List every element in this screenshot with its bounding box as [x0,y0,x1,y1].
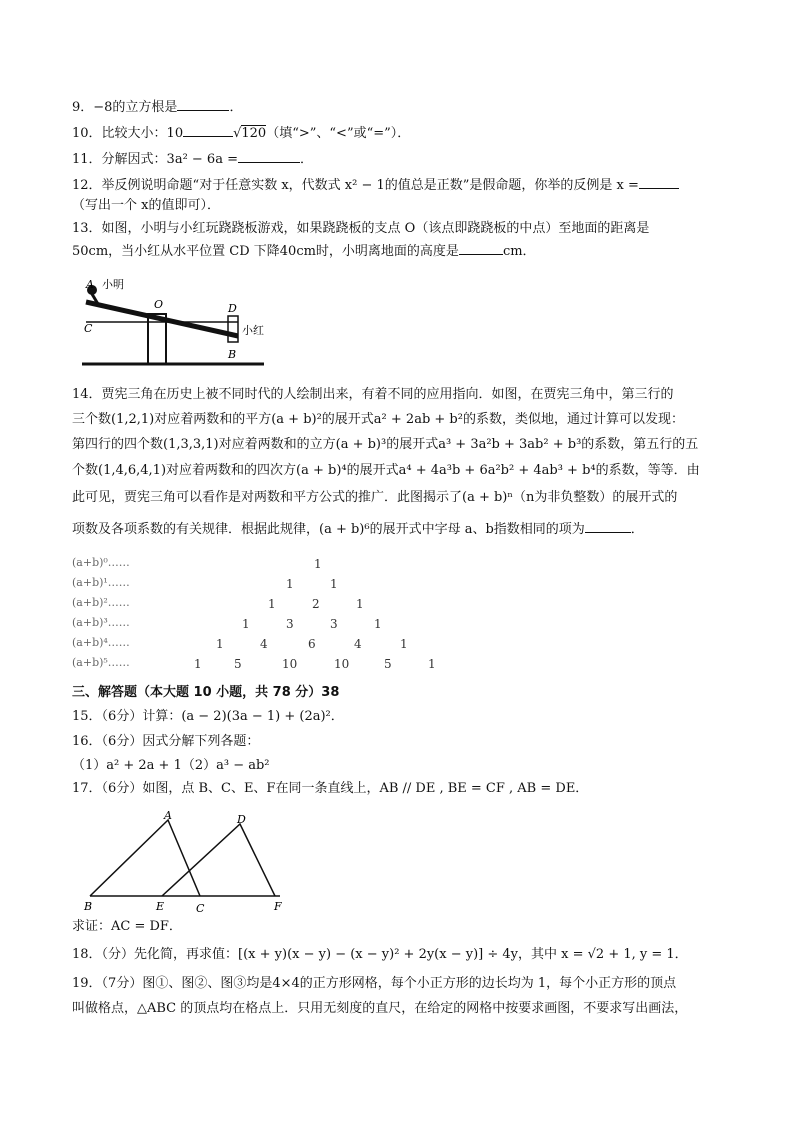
label-b: B [228,348,237,361]
question-12-text: 12．举反例说明命题“对于任意实数 x，代数式 x² − 1的值总是正数”是假命题，你举的反例是 x = [72,178,639,193]
question-14-line4: 个数(1,4,6,4,1)对应着两数和的四次方(a + b)⁴的展开式a⁴ + 4a³b + 6a²b² + 4ab³ + b⁴的系数，等等．由 [72,463,700,478]
triangle-number: 1 [268,597,276,611]
answer-blank[interactable] [585,520,631,533]
triangle-number: 1 [428,657,436,671]
question-10-text: 10．比较大小：10 [72,126,184,141]
triangle-row-label: (a+b)²…… [72,596,130,609]
answer-blank[interactable] [639,176,679,189]
question-12-line2: （写出一个 x的值即可）． [72,198,220,213]
triangle-number: 10 [334,657,350,671]
triangle-number: 1 [400,637,408,651]
question-11-text: 11．分解因式：3a² − 6a = [72,152,238,167]
label-d: D [237,813,246,826]
label-o: O [154,298,164,311]
triangle-number: 5 [384,657,392,671]
triangle-row-label: (a+b)⁴…… [72,636,130,649]
label-c: C [196,902,205,914]
triangle-row-label: (a+b)⁵…… [72,656,130,669]
question-13-line2 [72,242,536,261]
question-13-line1: 13．如图，小明与小红玩跷跷板游戏，如果跷跷板的支点 O（该点即跷跷板的中点）至地面的距离是 [72,221,650,236]
question-14-line1: 14．贾宪三角在历史上被不同时代的人绘制出来，有着不同的应用指向．如图，在贾宪三角中，第三行的 [72,387,674,402]
triangle-number: 1 [374,617,382,631]
label-d: D [228,302,237,315]
question-10 [72,124,410,143]
triangle-row-label: (a+b)³…… [72,616,130,629]
question-14-line5: 此可见，贾宪三角可以看作是对两数和平方公式的推广．此图揭示了(a + b)ⁿ（n为非负整数）的展开式的 [72,490,678,505]
question-9-text: 9．−8的立方根是 [72,100,178,115]
label-a: A [164,809,172,822]
triangle-number: 1 [216,637,224,651]
triangle-number: 3 [286,617,294,631]
triangle-abc [90,820,200,896]
question-18: 18．（分）先化简，再求值：[(x + y)(x − y) − (x − y)² + 2y(x − y)] ÷ 4y，其中 x = √2 + 1, y = 1． [72,947,688,962]
question-12-line1 [72,176,679,195]
question-19-line1: 19．（7分）图①、图②、图③均是4×4的正方形网格，每个小正方形的边长均为 1，每个小正方形的顶点 [72,976,677,991]
triangle-number: 4 [354,637,362,651]
question-17-prove: 求证：AC = DF． [72,919,182,934]
label-xiaoming: 小明 [102,278,124,291]
triangle-row-label: (a+b)⁰…… [72,556,130,569]
label-c: C [84,322,93,335]
triangle-number: 10 [282,657,298,671]
question-14-line3: 第四行的四个数(1,3,3,1)对应着两数和的立方(a + b)³的展开式a³ + 3a²b + 3ab² + b³的系数，第五行的五 [72,437,699,452]
triangle-number: 1 [330,577,338,591]
triangle-number: 4 [260,637,268,651]
triangle-number: 1 [356,597,364,611]
triangle-def [162,824,275,896]
question-13-tail: cm． [502,244,536,259]
answer-blank[interactable] [183,124,233,137]
question-13-text: 50cm，当小红从水平位置 CD 下降40cm时，小明离地面的高度是 [72,244,459,259]
question-19-line2: 叫做格点，△ABC 的顶点均在格点上．只用无刻度的直尺，在给定的网格中按要求画图，不要求写出画法， [72,1001,688,1016]
question-15: 15．（6分）计算：(a − 2)(3a − 1) + (2a)²． [72,709,344,724]
triangle-number: 1 [286,577,294,591]
question-16-line2: （1）a² + 2a + 1（2）a³ − ab² [72,758,270,773]
question-10-tail: （填“>”、“<”或“=”）． [266,126,411,141]
label-f: F [274,900,282,913]
triangles-figure [80,808,300,914]
question-16-line1: 16．（6分）因式分解下列各题： [72,734,260,749]
question-11 [72,150,313,169]
triangle-row-label: (a+b)¹…… [72,576,130,589]
seesaw-figure [78,272,268,372]
label-a: A [86,278,94,291]
triangle-number: 1 [242,617,250,631]
triangle-number: 1 [314,557,322,571]
question-14-text: 项数及各项系数的有关规律．根据此规律，(a + b)⁶的展开式中字母 a、b指数相同的项为 [72,522,585,537]
jiaxian-triangle [72,556,452,676]
sqrt-expression: √120 [233,126,267,141]
triangle-number: 5 [234,657,242,671]
question-14-line6 [72,520,644,539]
answer-blank[interactable] [238,150,300,163]
section-heading: 三、解答题（本大题 10 小题，共 78 分）38 [72,685,340,700]
sqrt-radicand: 120 [241,126,267,141]
question-9-tail: ． [229,100,243,115]
label-xiaohong: 小红 [242,324,264,337]
label-b: B [84,900,93,913]
question-11-tail: ． [299,152,313,167]
triangle-number: 3 [330,617,338,631]
label-e: E [156,900,165,913]
triangle-number: 2 [312,597,320,611]
question-14-tail: ． [630,522,644,537]
triangle-number: 1 [194,657,202,671]
question-9 [72,98,242,117]
answer-blank[interactable] [177,98,229,111]
triangle-number: 6 [308,637,316,651]
question-17-line1: 17．（6分）如图，点 B、C、E、F在同一条直线上，AB // DE , BE = CF , AB = DE． [72,781,589,796]
answer-blank[interactable] [459,242,503,255]
question-14-line2: 三个数(1,2,1)对应着两数和的平方(a + b)²的展开式a² + 2ab + b²的系数，类似地，通过计算可以发现： [72,412,684,427]
